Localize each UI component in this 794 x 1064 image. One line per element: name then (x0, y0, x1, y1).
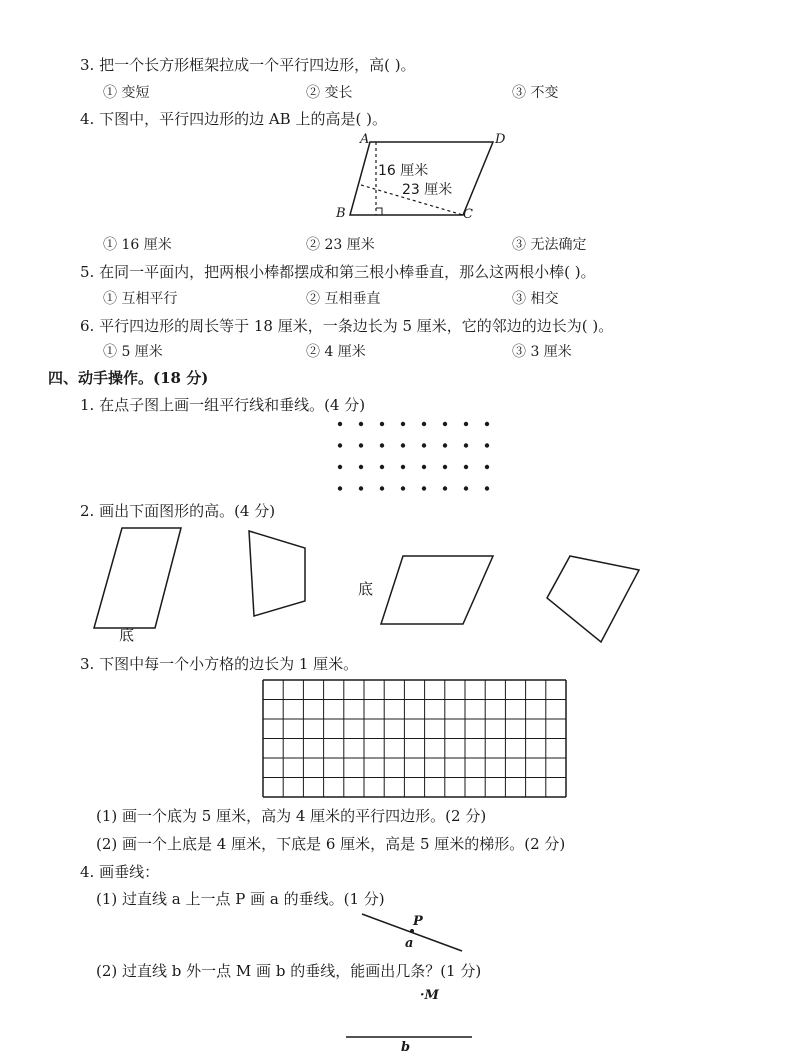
q6-option-1: ① 5 厘米 (103, 344, 163, 360)
part-3-1-text: (1) 画一个底为 5 厘米，高为 4 厘米的平行四边形。(2 分) (96, 807, 487, 825)
grid-dot (359, 465, 363, 469)
part-3-2-text: (2) 画一个上底是 4 厘米，下底是 6 厘米，高是 5 厘米的梯形。(2 分) (96, 835, 566, 853)
question-5-text: 5. 在同一平面内，把两根小棒都摆成和第三根小棒垂直，那么这两根小棒( )。 (80, 263, 596, 281)
part-3-text: 3. 下图中每一个小方格的边长为 1 厘米。 (80, 655, 359, 673)
grid-dot (443, 465, 447, 469)
q4-option-1: ① 16 厘米 (103, 237, 172, 253)
grid-dot (485, 422, 489, 426)
grid-dot (485, 465, 489, 469)
part-4-text: 4. 画垂线： (80, 863, 160, 881)
grid-dot (380, 443, 384, 447)
grid-dot (359, 443, 363, 447)
part-4-2-text: (2) 过直线 b 外一点 M 画 b 的垂线，能画出几条？(1 分) (96, 962, 482, 980)
grid-dot (338, 486, 342, 490)
part-1-text: 1. 在点子图上画一组平行线和垂线。(4 分) (80, 396, 366, 414)
right-angle-mark (376, 208, 382, 215)
q6-option-3: ③ 3 厘米 (512, 344, 572, 360)
dot-grid (338, 422, 489, 491)
part-2-text: 2. 画出下面图形的高。(4 分) (80, 502, 276, 520)
q5-option-2: ② 互相垂直 (306, 291, 381, 307)
square-grid (263, 680, 566, 797)
grid-dot (422, 443, 426, 447)
q3-option-1: ① 变短 (103, 85, 150, 101)
length-16cm-label: 16 厘米 (378, 163, 429, 179)
vertex-c-label: C (463, 207, 473, 222)
grid-dot (464, 486, 468, 490)
question-6-text: 6. 平行四边形的周长等于 18 厘米，一条边长为 5 厘米，它的邻边的边长为( )。 (80, 317, 614, 335)
grid-dot (338, 465, 342, 469)
shape-parallelogram-2 (381, 556, 493, 624)
grid-dot (422, 422, 426, 426)
q3-option-3: ③ 不变 (512, 85, 559, 101)
base-label-1: 底 (119, 626, 135, 644)
grid-dot (422, 465, 426, 469)
grid-dot (401, 465, 405, 469)
section-4-title: 四、动手操作。(18 分) (48, 369, 209, 387)
grid-dot (401, 486, 405, 490)
grid-dot (422, 486, 426, 490)
q4-option-2: ② 23 厘米 (306, 237, 375, 253)
q6-option-2: ② 4 厘米 (306, 344, 366, 360)
grid-dot (338, 443, 342, 447)
length-23cm-label: 23 厘米 (402, 182, 453, 198)
line-a-label: a (405, 936, 414, 951)
q3-option-2: ② 变长 (306, 85, 353, 101)
vertex-d-label: D (495, 132, 506, 147)
grid-dot (380, 422, 384, 426)
point-p-dot (410, 929, 414, 933)
part-4-1-text: (1) 过直线 a 上一点 P 画 a 的垂线。(1 分) (96, 890, 385, 908)
vertex-a-label: A (360, 132, 370, 147)
grid-dot (485, 443, 489, 447)
shape-trapezoid (249, 531, 305, 616)
base-label-2: 底 (358, 580, 374, 598)
question-3-text: 3. 把一个长方形框架拉成一个平行四边形，高( )。 (80, 56, 416, 74)
grid-dot (380, 486, 384, 490)
shape-parallelogram-1 (94, 528, 181, 628)
point-m-label: ·M (420, 988, 439, 1003)
q4-option-3: ③ 无法确定 (512, 237, 587, 253)
grid-dot (359, 486, 363, 490)
line-b-label: b (401, 1040, 411, 1055)
grid-dot (401, 422, 405, 426)
q5-option-1: ① 互相平行 (103, 291, 178, 307)
question-4-text: 4. 下图中，平行四边形的边 AB 上的高是( )。 (80, 110, 387, 128)
grid-dot (359, 422, 363, 426)
grid-dot (443, 443, 447, 447)
grid-dot (485, 486, 489, 490)
q5-option-3: ③ 相交 (512, 291, 559, 307)
shape-quadrilateral (547, 556, 639, 642)
grid-dot (443, 422, 447, 426)
grid-dot (401, 443, 405, 447)
grid-dot (338, 422, 342, 426)
grid-dot (443, 486, 447, 490)
grid-dot (464, 443, 468, 447)
grid-dot (380, 465, 384, 469)
grid-dot (464, 465, 468, 469)
grid-dot (464, 422, 468, 426)
point-p-label: P (413, 914, 423, 929)
vertex-b-label: B (336, 206, 346, 221)
